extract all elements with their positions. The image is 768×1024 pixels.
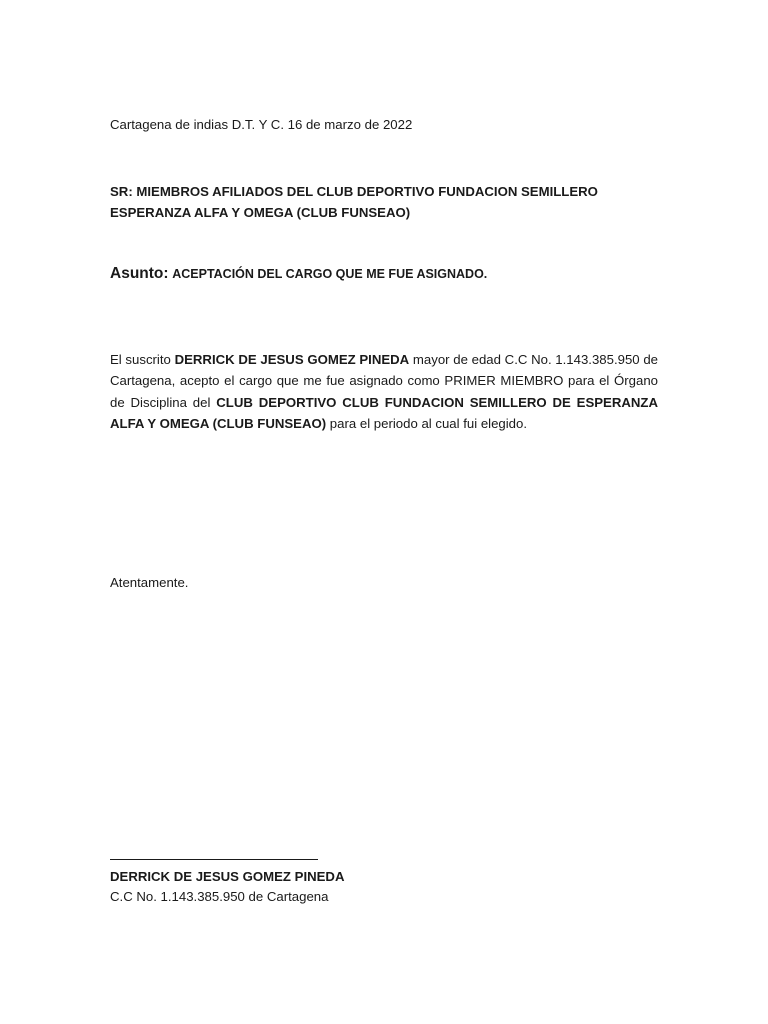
body-name: DERRICK DE JESUS GOMEZ PINEDA bbox=[174, 352, 410, 367]
body-part-1: El suscrito bbox=[110, 352, 175, 367]
signature-line bbox=[110, 845, 318, 860]
body-part-3: para el periodo al cual fui elegido. bbox=[326, 415, 528, 431]
subject-line bbox=[110, 265, 658, 283]
body-part-2: mayor de edad C.C No. 1.143.385.950 de Cartagena, acepto el cargo que me fue asignado como PRIMER MIEMBRO para el Órgano de Disciplina del bbox=[110, 352, 659, 410]
body-paragraph bbox=[110, 349, 658, 434]
recipient-line-2: ESPERANZA ALFA Y OMEGA (CLUB FUNSEAO) bbox=[110, 205, 411, 220]
recipient-block bbox=[110, 181, 658, 223]
body-club-name: CLUB DEPORTIVO CLUB FUNDACION SEMILLERO DE ESPERANZA ALFA Y OMEGA (CLUB FUNSEAO) bbox=[110, 394, 658, 431]
subject-text: ACEPTACIÓN DEL CARGO QUE ME FUE ASIGNADO. bbox=[172, 267, 488, 281]
recipient-line-1: SR: MIEMBROS AFILIADOS DEL CLUB DEPORTIVO FUNDACION SEMILLERO bbox=[110, 184, 598, 199]
subject-label: Asunto: bbox=[110, 265, 169, 282]
signature-name: DERRICK DE JESUS GOMEZ PINEDA bbox=[110, 869, 345, 884]
closing-line: Atentamente. bbox=[110, 575, 189, 590]
signature-id: C.C No. 1.143.385.950 de Cartagena bbox=[110, 889, 329, 904]
date-line: Cartagena de indias D.T. Y C. 16 de marzo de 2022 bbox=[110, 117, 413, 132]
